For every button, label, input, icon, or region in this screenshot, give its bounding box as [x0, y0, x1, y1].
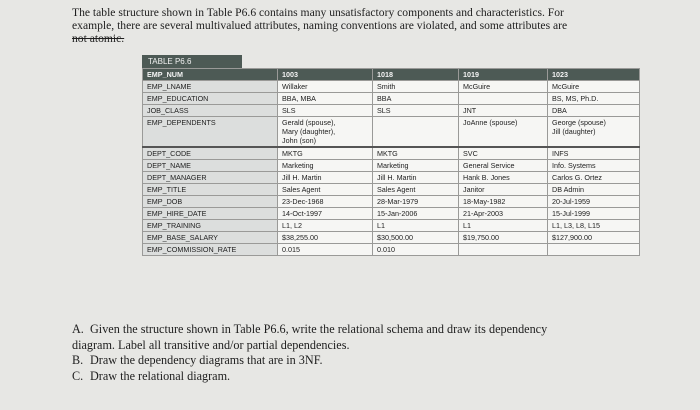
table-row: [143, 147, 640, 160]
value-cell: $30,500.00: [373, 232, 459, 244]
attribute-name-cell: DEPT_CODE: [143, 147, 278, 160]
table-row: [143, 93, 640, 105]
table-p6-6: [142, 55, 640, 256]
value-cell: BBA: [373, 93, 459, 105]
value-cell: Marketing: [278, 160, 373, 172]
intro-line-2: example, there are several multivalued attributes, naming conventions are violated, and some attributes are: [72, 19, 568, 32]
intro-line-1: The table structure shown in Table P6.6 contains many unsatisfactory components and characteristics. For: [72, 6, 564, 19]
value-cell: Willaker: [278, 81, 373, 93]
value-cell: 18-May-1982: [459, 196, 548, 208]
value-cell: MKTG: [278, 147, 373, 160]
attribute-name-cell: DEPT_NAME: [143, 160, 278, 172]
attribute-name-cell: DEPT_MANAGER: [143, 172, 278, 184]
value-cell: L1, L2: [278, 220, 373, 232]
value-cell: BS, MS, Ph.D.: [548, 93, 640, 105]
value-cell: MKTG: [373, 147, 459, 160]
table-row: [143, 105, 640, 117]
value-cell: L1, L3, L8, L15: [548, 220, 640, 232]
table-header-row: [143, 69, 640, 81]
value-cell: Gerald (spouse), Mary (daughter), John (son): [278, 117, 373, 148]
intro-line-3: not atomic.: [72, 32, 125, 45]
value-cell: 23-Dec-1968: [278, 196, 373, 208]
attribute-name-cell: EMP_COMMISSION_RATE: [143, 244, 278, 256]
attribute-name-cell: EMP_TITLE: [143, 184, 278, 196]
value-cell: [459, 244, 548, 256]
value-cell: 15-Jul-1999: [548, 208, 640, 220]
table-row: [143, 208, 640, 220]
value-cell: Marketing: [373, 160, 459, 172]
value-cell: 21-Apr-2003: [459, 208, 548, 220]
value-cell: 20-Jul-1959: [548, 196, 640, 208]
value-cell: 14-Oct-1997: [278, 208, 373, 220]
attribute-name-cell: EMP_NUM: [143, 69, 278, 81]
question-a: [72, 322, 672, 338]
question-c: [72, 369, 672, 385]
question-text: Draw the relational diagram.: [90, 368, 231, 383]
value-cell: 1019: [459, 69, 548, 81]
value-cell: McGuire: [548, 81, 640, 93]
value-cell: 0.015: [278, 244, 373, 256]
value-cell: 28-Mar-1979: [373, 196, 459, 208]
question-b: [72, 353, 672, 369]
table-title: TABLE P6.6: [142, 55, 242, 68]
question-label: C.: [72, 368, 84, 383]
value-cell: L1: [373, 220, 459, 232]
value-cell: McGuire: [459, 81, 548, 93]
table-row: [143, 117, 640, 148]
value-cell: $38,255.00: [278, 232, 373, 244]
value-cell: Info. Systems: [548, 160, 640, 172]
value-cell: 1018: [373, 69, 459, 81]
value-cell: Sales Agent: [373, 184, 459, 196]
value-cell: Sales Agent: [278, 184, 373, 196]
value-cell: $127,900.00: [548, 232, 640, 244]
value-cell: [548, 244, 640, 256]
value-cell: Smith: [373, 81, 459, 93]
table-row: [143, 172, 640, 184]
table-row: [143, 160, 640, 172]
value-cell: [373, 117, 459, 148]
value-cell: George (spouse) Jill (daughter): [548, 117, 640, 148]
value-cell: SVC: [459, 147, 548, 160]
value-cell: DBA: [548, 105, 640, 117]
table-row: [143, 220, 640, 232]
value-cell: 1023: [548, 69, 640, 81]
intro-paragraph: [72, 6, 672, 45]
value-cell: 0.010: [373, 244, 459, 256]
value-cell: L1: [459, 220, 548, 232]
table-row: [143, 184, 640, 196]
attribute-name-cell: EMP_EDUCATION: [143, 93, 278, 105]
value-cell: DB Admin: [548, 184, 640, 196]
attribute-name-cell: EMP_TRAINING: [143, 220, 278, 232]
value-cell: [459, 93, 548, 105]
attribute-name-cell: EMP_BASE_SALARY: [143, 232, 278, 244]
value-cell: 15-Jan-2006: [373, 208, 459, 220]
attribute-name-cell: JOB_CLASS: [143, 105, 278, 117]
value-cell: Janitor: [459, 184, 548, 196]
value-cell: JNT: [459, 105, 548, 117]
question-text: Draw the dependency diagrams that are in 3NF.: [90, 353, 323, 367]
table-row: [143, 196, 640, 208]
table-row: [143, 81, 640, 93]
employee-table: [142, 68, 640, 256]
value-cell: SLS: [278, 105, 373, 117]
value-cell: Carlos G. Ortez: [548, 172, 640, 184]
value-cell: INFS: [548, 147, 640, 160]
question-label: A.: [72, 322, 84, 336]
value-cell: Hank B. Jones: [459, 172, 548, 184]
value-cell: Jill H. Martin: [373, 172, 459, 184]
attribute-name-cell: EMP_LNAME: [143, 81, 278, 93]
question-a-continued: diagram. Label all transitive and/or partial dependencies.: [72, 337, 350, 352]
attribute-name-cell: EMP_DOB: [143, 196, 278, 208]
attribute-name-cell: EMP_HIRE_DATE: [143, 208, 278, 220]
value-cell: $19,750.00: [459, 232, 548, 244]
value-cell: BBA, MBA: [278, 93, 373, 105]
attribute-name-cell: EMP_DEPENDENTS: [143, 117, 278, 148]
table-row: [143, 232, 640, 244]
question-label: B.: [72, 353, 84, 367]
table-row: [143, 244, 640, 256]
value-cell: 1003: [278, 69, 373, 81]
questions-list: [72, 322, 672, 384]
question-text: Given the structure shown in Table P6.6, write the relational schema and draw its dependency: [90, 322, 548, 336]
value-cell: SLS: [373, 105, 459, 117]
value-cell: General Service: [459, 160, 548, 172]
value-cell: Jill H. Martin: [278, 172, 373, 184]
value-cell: JoAnne (spouse): [459, 117, 548, 148]
